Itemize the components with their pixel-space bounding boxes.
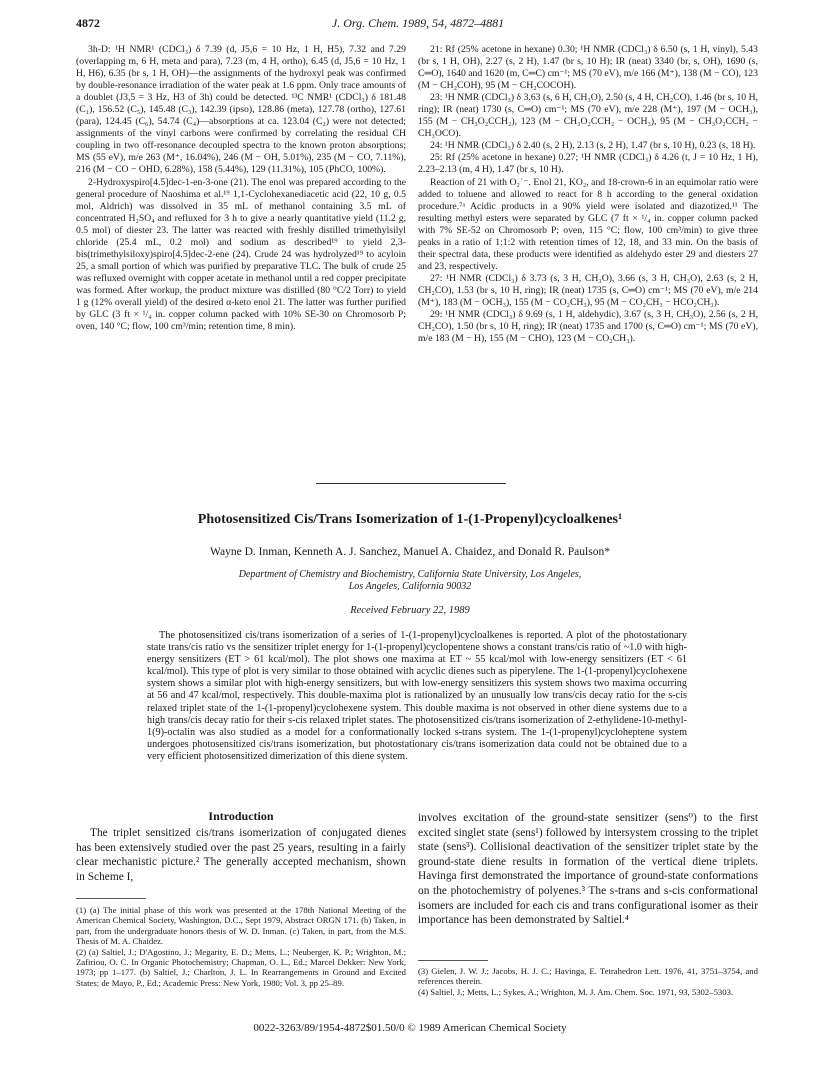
footnote-1: (1) (a) The initial phase of this work was presented at the 178th National Meeting of the American Chemical Society, Washington, D.C., Sept 1979, Abstract ORGN 171. (b) Taken, in part, from the undergraduate honors thesis of W. D. Inman. (c) Taken, in part, from the M.S. Thesis of M. A. Chaidez. (76, 905, 406, 947)
section-divider (316, 483, 506, 484)
footnote-2: (2) (a) Saltiel, J.; D'Agostino, J.; Megarity, E. D.; Metts, L.; Neuberger, K. P.; Wrighton, M.; Zafiriou, O. C. In Organic Photochemistry; Chapman, O. L., Ed.; Marcel Dekker: New York, 1973; pp 1–177. (b) Saltiel, J.; Charlton, J. L. In Rearrangements in Ground and Excited States; de Mayo, P., Ed.; Academic Press: New York, 1980; Vol. 3, pp 25–89. (76, 946, 406, 988)
paragraph-27-data: 27: ¹H NMR (CDCl₃) δ 3.73 (s, 3 H, CH₃O), 3.66 (s, 3 H, CH₃O), 2.63 (s, 2 H, CH₂CO), 1.53 (br s, 10 H, ring); IR (neat) 1735 (s, C═O) cm⁻¹; MS (70 eV), m/e 214 (M⁺), 183 (M − OCH₃), 155 (M − CO₂CH₃), 95 (M − CO₂CH₃ − HCO₂CH₃). (418, 272, 758, 308)
paragraph-29-data: 29: ¹H NMR (CDCl₃) δ 9.69 (s, 1 H, aldehydic), 3.67 (s, 3 H, CH₃O), 2.56 (s, 2 H, CH₂CO), 1.50 (br s, 10 H, ring); IR (neat) 1735 and 1700 (s, C═O) cm⁻¹; MS (70 eV), m/e 183 (M − H), 155 (M − CHO), 123 (M − CO₂CH₃). (418, 309, 758, 345)
footnote-3: (3) Gielen, J. W. J.; Jacobs, H. J. C.; Havinga, E. Tetrahedron Lett. 1976, 41, 3751–3754, and references therein. (418, 966, 758, 987)
experimental-right-column (418, 44, 758, 345)
affiliation-line-1: Department of Chemistry and Biochemistry, California State University, Los Angeles, (238, 569, 582, 580)
paragraph-3h-d: 3h-D: ¹H NMR¹ (CDCl₃) δ 7.39 (d, J5,6 = 10 Hz, 1 H, H5), 7.32 and 7.29 (overlapping m, 6 H, meta and para), 7.23 (m, 4 H, ortho), 6.45 (d, J5,6 = 10 Hz, 1 H, H6), 6.35 (br s, 1 H, OH)—the assignments of the hydroxyl peak was confirmed by double-resonance irradiation of the water peak at 1.6 ppm. Only trace amounts of a doublet (J3,5 = 3 Hz, H3 of 3h) could be detected. ¹³C NMR¹ (CDCl₃) δ 181.48 (C₁), 156.52 (C₅), 145.48 (C₃), 142.39 (ipso), 128.86 (meta), 127.78 (ortho), 127.61 (para), 124.45 (C₆), 54.74 (C₄)—absorptions at ca. 123.04 (C₂) were not detected; assignments of the vinyl carbons were confirmed by correlating the residual CH coupling in two off-resonance decoupled spectra to the known proton absorptions; MS (55 eV), m/e 263 (M⁺, 16.04%), 246 (M − OH, 5.01%), 235 (M − CO, 7.11%), 216 (M − CO − OHD, 6.28%), 158 (5.44%), 129 (11.31%), 105 (PhCO, 100%). (76, 44, 406, 176)
paragraph-21-data: 21: Rf (25% acetone in hexane) 0.30; ¹H NMR (CDCl₃) δ 6.50 (s, 1 H, vinyl), 5.43 (br s, 1 H, OH), 2.27 (s, 2 H), 1.47 (br s, 10 H); IR (neat) 3340 (br, s, OH), 1690 (s, C═O), 1640 and 1620 (m, C═C) cm⁻¹; MS (70 eV), m/e 166 (M⁺), 138 (M − CO), 123 (M − CH₂COH), 95 (M − CH₂COCOH). (418, 44, 758, 92)
affiliation-line-2: Los Angeles, California 90032 (348, 581, 472, 592)
footnote-4: (4) Saltiel, J.; Metts, L.; Sykes, A.; Wrighton, M. J. Am. Chem. Soc. 1971, 93, 5302–5303. (418, 986, 734, 997)
paragraph-25-data: 25: Rf (25% acetone in hexane) 0.27; ¹H NMR (CDCl₃) δ 4.26 (t, J = 10 Hz, 1 H), 2.23–2.13 (m, 4 H), 1.47 (br s, 10 H). (418, 152, 758, 176)
introduction-left: The triplet sensitized cis/trans isomerization of conjugated dienes has been extensively studied over the past 25 years, resulting in a fairly clear mechanistic picture.² The generally accepted mechanism, shown in Scheme I, (76, 827, 406, 883)
paragraph-23-data: 23: ¹H NMR (CDCl₃) δ 3.63 (s, 6 H, CH₃O), 2.50 (s, 4 H, CH₂CO), 1.46 (br s, 10 H, ring); IR (neat) 1730 (s, C═O) cm⁻¹; MS (70 eV), m/e 228 (M⁺), 197 (M − OCH₃), 155 (M − CH₃O₂CCH₂), 123 (M − CH₃O₂CCH₂ − OCH₃), 95 (M − CH₃O₂CCH₂ − CH₃OCO). (418, 92, 758, 140)
page-footer: 0022-3263/89/1954-4872$01.50/0 © 1989 American Chemical Society (253, 1022, 567, 1034)
abstract: The photosensitized cis/trans isomerization of a series of 1-(1-propenyl)cycloalkenes is reported. A plot of the photostationary state trans/cis ratio vs the sensitizer triplet energy for 1-(1-propenyl)cyclopentene shows a constant trans/cis ratio of ~1.0 with high-energy sensitizers (ET > 61 kcal/mol). The plot shows one maxima at ET ~ 55 kcal/mol with low-energy sensitizers (ET < 61 kcal/mol). This type of plot is very similar to those obtained with acyclic dienes such as piperylene. The 1-(1-propenyl)cyclohexene system shows a similar plot with high-energy sensitizers, but with low-energy sensitizers this system shows two maxima occurring at 56 and 47 kcal/mol, respectively. This double-maxima plot is rationalized by an unusually low trans/cis decay ratio for the s-cis relaxed triplet state of the 1-(1-propenyl)cyclohexene system. This double maxima is not observed in other diene systems due to a high trans/cis decay ratio for their s-cis relaxed triplet states. The photosensitized cis/trans isomerization of 2-ethylidene-10-methyl-1(9)-octalin was also studied as a model for a conformationally locked s-trans system. The 1-(1-propenyl)cycloheptene system undergoes photosensitized cis/trans isomerization, but photostationary cis/trans isomerization data could not be obtained due to a very efficient photosensitized dimerization of this diene system. (147, 630, 687, 762)
received-date: Received February 22, 1989 (350, 605, 470, 616)
article-authors: Wayne D. Inman, Kenneth A. J. Sanchez, Manuel A. Chaidez, and Donald R. Paulson* (210, 546, 610, 558)
footnote-rule-right (418, 960, 488, 961)
footnotes-right (418, 966, 758, 997)
paragraph-24-data: 24: ¹H NMR (CDCl₃) δ 2.40 (s, 2 H), 2.13 (s, 2 H), 1.47 (br s, 10 H), 0.23 (s, 18 H). (430, 140, 756, 152)
introduction-right: involves excitation of the ground-state sensitizer (sens⁰) to the first excited singlet state (sens¹) followed by intersystem crossing to the triplet state (sens³). Collisional deactivation of the sensitizer triplet state by the ground-state diene results in formation of the vertical diene triplets. Havinga first demonstrated the importance of ground-state conformations on the photochemistry of polyenes.³ The s-trans and s-cis conformational isomers are included for each cis and trans configurational isomer as their importance has been demonstrated by Saltiel.⁴ (418, 812, 758, 927)
paragraph-reaction-21: Reaction of 21 with O₂˙⁻. Enol 21, KO₂, and 18-crown-6 in an equimolar ratio were added to toluene and allowed to react for 8 h according to the general oxidation procedure.⁷ᵃ Acidic products in a 90% yield were isolated and diazotized.¹¹ The resulting methyl esters were separated by GLC (7 ft × ¹/₄ in. copper column packed with 7% SE-52 on Chromosorb P; oven, 115 °C; flow, 100 cm³/min) to give three peaks in a ratio of 1:1:2 with retention times of 12, 18, and 33 min. On the basis of their spectral data, these products were identified as aldehydo ester 29 and diesters 27 and 23, respectively. (418, 176, 758, 272)
experimental-left-column (76, 44, 406, 333)
paragraph-compound-21-prep: 2-Hydroxyspiro[4.5]dec-1-en-3-one (21). The enol was prepared according to the general procedure of Naoshima et al.¹⁹ 1,1-Cyclohexanediacetic acid (22, 10 g, 0.5 mol, Aldrich) was dissolved in 35 mL of methanol containing 3.5 mL of concentrated H₂SO₄ and refluxed for 3 h to give a nearly quantitative yield (11.2 g, 0.5 mol) of diester 23. The latter was reacted with freshly distilled trimethylsilyl chloride (25.4 mL, 0.2 mol) and sodium as described¹⁹ to yield 2,3-bis(trimethylsiloxy)spiro[4.5]dec-2-ene (24). Crude 24 was hydrolyzed¹⁹ to acyloin 25, a small portion of which was purified by preparative TLC. The bulk of crude 25 was refluxed overnight with copper acetate in methanol until a red copper precipitate was formed. After workup, the product mixture was distilled (80 °C/2 Torr) to yield 1 g (12% overall yield) of the desired α-keto enol 21. The latter was further purified by GLC (3 ft × ¹/₄ in. copper column packed with 10% SE-30 on Chromosorb P; oven, 140 °C; flow, 100 cm³/min; retention time, 8 min). (76, 176, 406, 333)
affiliation (120, 569, 700, 593)
article-title: Photosensitized Cis/Trans Isomerization of 1-(1-Propenyl)cycloalkenes¹ (197, 512, 623, 527)
footnote-rule-left (76, 898, 146, 899)
introduction-heading: Introduction (208, 809, 274, 823)
page-number: 4872 (76, 16, 100, 30)
footnotes-left (76, 905, 406, 988)
journal-reference: J. Org. Chem. 1989, 54, 4872–4881 (331, 16, 505, 30)
page-header (76, 16, 760, 32)
